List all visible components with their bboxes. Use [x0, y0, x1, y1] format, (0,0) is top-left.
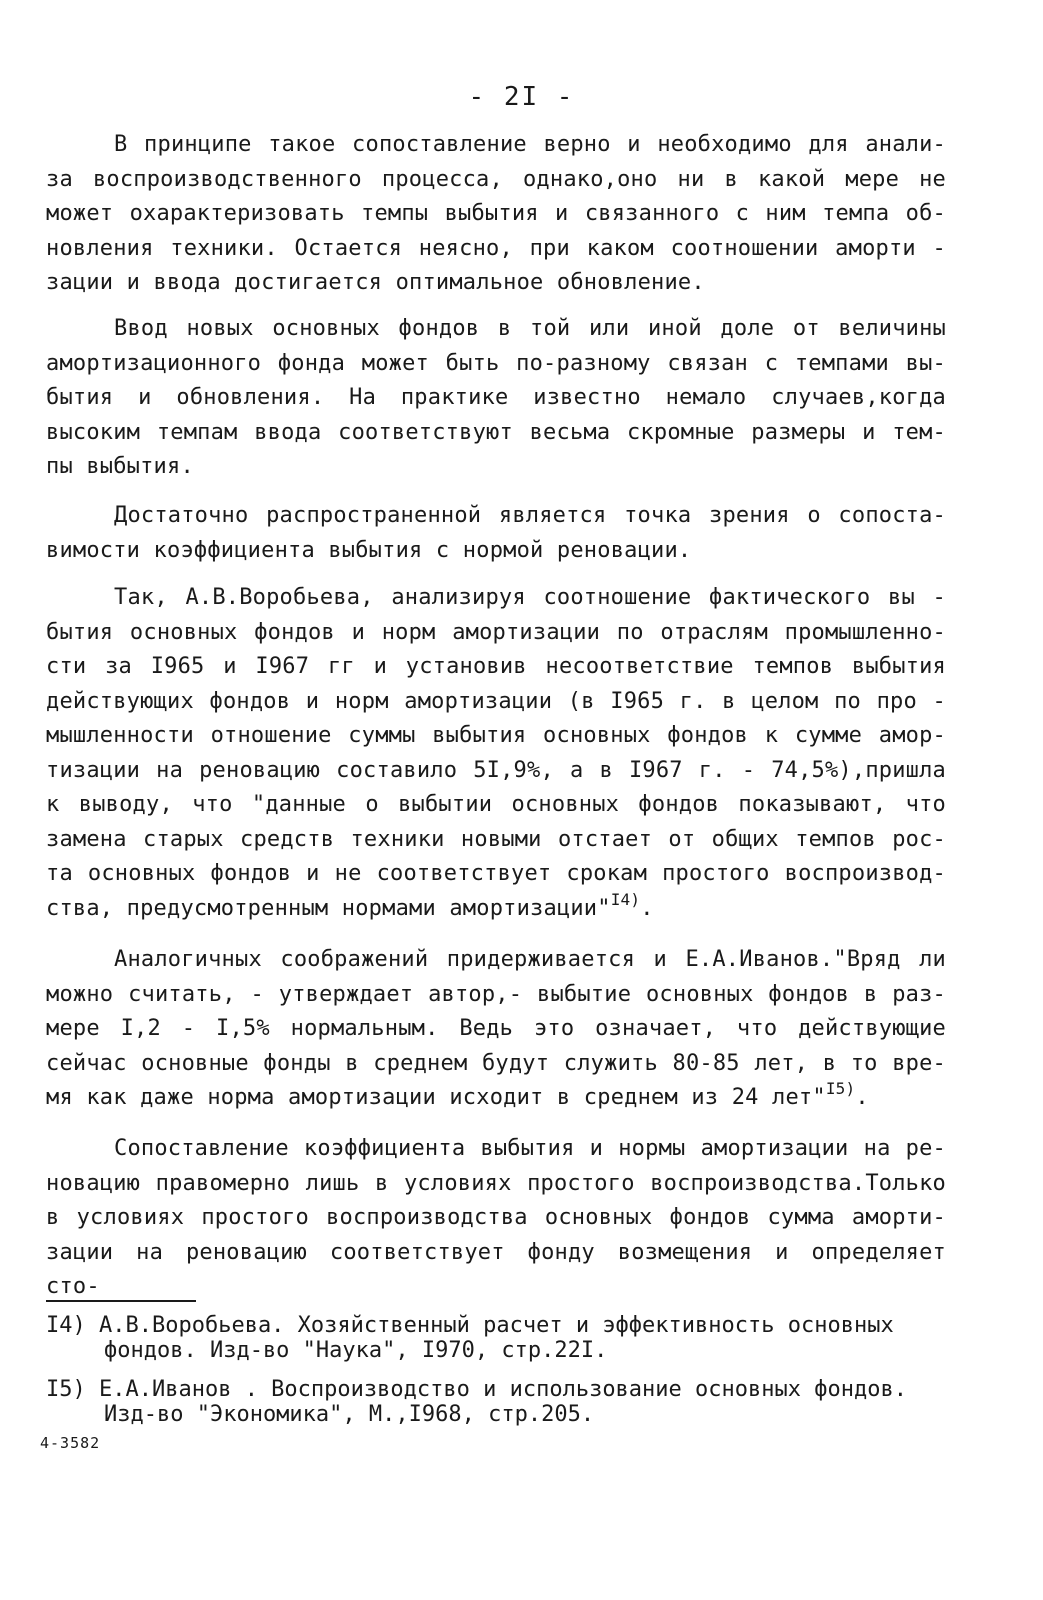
paragraph-5 — [46, 943, 946, 1116]
page-number: - 2I - — [468, 82, 575, 112]
text-line: сейчас основные фонды в среднем будут служить 80-85 лет, в то вре- — [46, 1050, 946, 1076]
footnote-text: Изд-во "Экономика", М.,I968, стр.205. — [104, 1402, 595, 1427]
text-line: новацию правомерно лишь в условиях простого воспроизводства.Только — [46, 1170, 946, 1196]
footnote-divider — [46, 1300, 196, 1302]
paragraph-6 — [46, 1132, 946, 1299]
text-line: бытия основных фондов и норм амортизации по отраслям промышленно- — [46, 619, 946, 645]
paragraph-2 — [46, 312, 946, 485]
text-line: за воспроизводственного процесса, однако,оно ни в какой мере не — [46, 166, 946, 192]
text-line: тизации на реновацию составило 5I,9%, а в I967 г. - 74,5%),пришла — [46, 757, 946, 783]
footnote-line — [46, 1377, 966, 1402]
footnote-line — [46, 1338, 966, 1363]
footnote-text: фондов. Изд-во "Наука", I970, стр.22I. — [104, 1338, 608, 1363]
footnote-line — [46, 1313, 966, 1338]
paragraph-4 — [46, 581, 946, 926]
text-line: Аналогичных соображений придерживается и Е.А.Иванов."Вряд ли — [114, 947, 946, 972]
footnote-marker: I4) — [46, 1313, 86, 1338]
text-line: зации на реновацию соответствует фонду возмещения и определяет сто- — [46, 1239, 946, 1299]
footnote-line — [46, 1402, 966, 1427]
text-line: может охарактеризовать темпы выбытия и связанного с ним темпа об- — [46, 201, 946, 226]
text-line: действующих фондов и норм амортизации (в I965 г. в целом по про - — [46, 688, 946, 714]
text-line-body: мя как даже норма амортизации исходит в среднем из 24 лет" — [46, 1085, 826, 1110]
footnote-marker: I5) — [46, 1377, 86, 1402]
text-line: Ввод новых основных фондов в той или иной доле от величины — [114, 316, 946, 341]
text-line: пы выбытия. — [46, 454, 194, 479]
text-line: к выводу, что "данные о выбытии основных фондов показывают, что — [46, 792, 946, 817]
text-line: Сопоставление коэффициента выбытия и нормы амортизации на ре- — [114, 1136, 946, 1161]
text-line: зации и ввода достигается оптимальное обновление. — [46, 270, 705, 295]
footnote-text: Е.А.Иванов . Воспроизводство и использование основных фондов. — [99, 1377, 907, 1402]
text-line: бытия и обновления. На практике известно немало случаев,когда — [46, 385, 946, 410]
text-line: Так, А.В.Воробьева, анализируя соотношение фактического вы - — [114, 585, 946, 610]
text-line: та основных фондов и не соответствует срокам простого воспроизвод- — [46, 861, 946, 886]
text-line — [46, 1081, 946, 1116]
text-line: в условиях простого воспроизводства основных фондов сумма аморти- — [46, 1205, 946, 1230]
text-line-tail: . — [855, 1085, 869, 1110]
footnote-reference: I4) — [610, 889, 641, 909]
text-line: Достаточно распространенной является точка зрения о сопоста- — [114, 503, 946, 528]
footnote-14 — [46, 1313, 966, 1363]
archive-mark: 4-3582 — [40, 1434, 101, 1452]
text-line: мышленности отношение суммы выбытия основных фондов к сумме амор- — [46, 723, 946, 748]
paragraph-3 — [46, 499, 946, 568]
text-line: вимости коэффициента выбытия с нормой реновации. — [46, 537, 692, 563]
footnote-text: А.В.Воробьева. Хозяйственный расчет и эффективность основных — [99, 1313, 894, 1338]
footnote-reference: I5) — [825, 1079, 856, 1098]
text-line: высоким темпам ввода соответствуют весьма скромные размеры и тем- — [46, 419, 946, 445]
text-line: мере I,2 - I,5% нормальным. Ведь это означает, что действующие — [46, 1016, 946, 1041]
text-line: новления техники. Остается неясно, при каком соотношении аморти - — [46, 235, 946, 261]
text-line: В принципе такое сопоставление верно и необходимо для анали- — [114, 132, 946, 157]
footnote-15 — [46, 1377, 966, 1427]
paragraph-1 — [46, 128, 946, 301]
text-line: сти за I965 и I967 гг и установив несоответствие темпов выбытия — [46, 654, 946, 679]
text-line-body: ства, предусмотренным нормами амортизации" — [46, 895, 611, 921]
text-line-tail: . — [640, 895, 654, 921]
text-line: замена старых средств техники новыми отстает от общих темпов рос- — [46, 826, 946, 852]
text-line: амортизационного фонда может быть по-разному связан с темпами вы- — [46, 350, 946, 376]
text-line: можно считать, - утверждает автор,- выбытие основных фондов в раз- — [46, 981, 946, 1007]
text-line — [46, 889, 946, 927]
